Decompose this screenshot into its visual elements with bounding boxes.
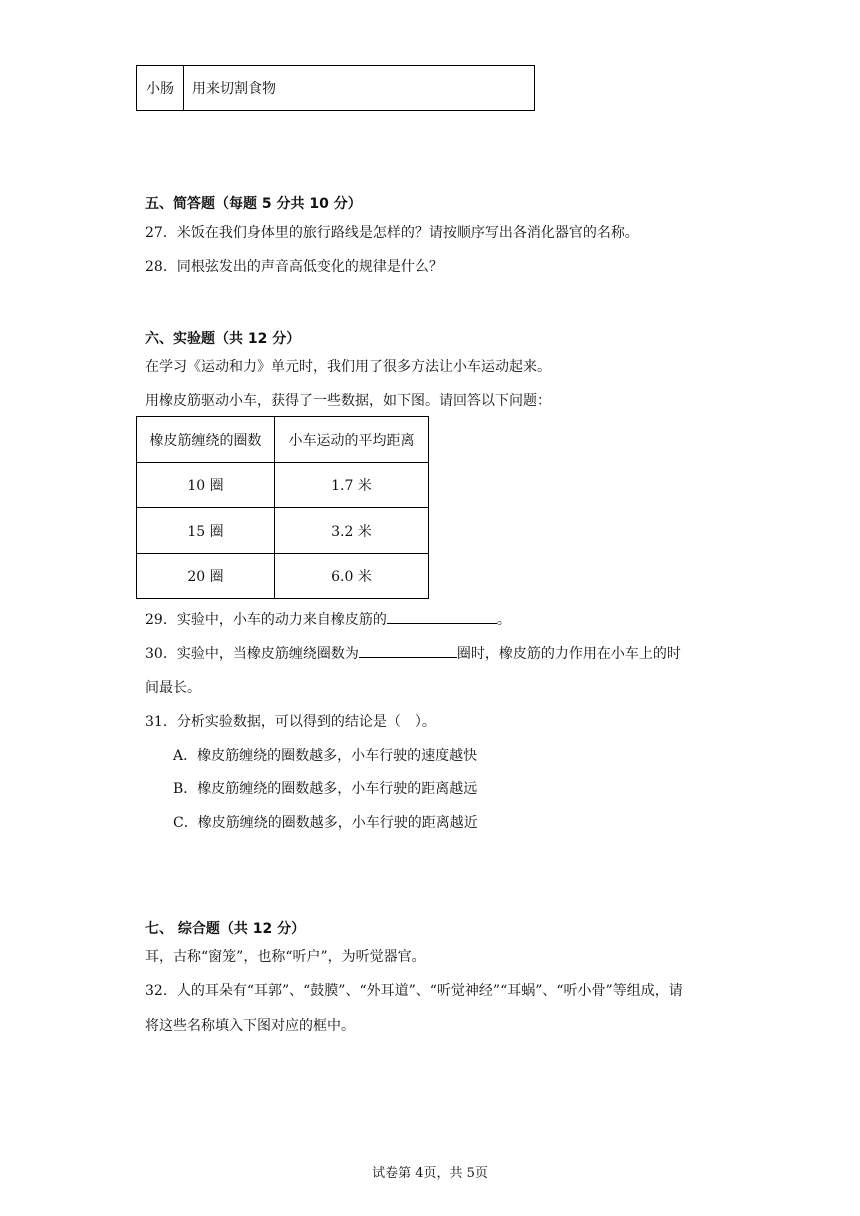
table-cell: 小肠	[137, 66, 184, 111]
question-30	[145, 643, 681, 663]
question-32-line1: 32．人的耳朵有“耳郭”、“鼓膜”、“外耳道”、“听觉神经”“耳蜗”、“听小骨”等组成，请	[145, 983, 683, 999]
table-row	[137, 66, 535, 111]
question-29-text: 29．实验中，小车的动力来自橡皮筋的	[145, 612, 387, 628]
table-cell: 1.7 米	[275, 463, 429, 508]
question-27: 27．米饭在我们身体里的旅行路线是怎样的？请按顺序写出各消化器官的名称。	[145, 225, 639, 241]
organ-function-table	[136, 65, 535, 111]
table-cell: 3.2 米	[275, 508, 429, 554]
question-30-text-after: 圈时，橡皮筋的力作用在小车上的时	[456, 646, 681, 662]
option-a[interactable]: A．橡皮筋缠绕的圈数越多，小车行驶的速度越快	[173, 748, 478, 764]
question-30-line2: 间最长。	[145, 680, 201, 696]
table-header-cell: 小车运动的平均距离	[275, 417, 429, 463]
table-cell: 10 圈	[137, 463, 275, 508]
option-c[interactable]: C．橡皮筋缠绕的圈数越多，小车行驶的距离越近	[173, 815, 478, 831]
question-31: 31．分析实验数据，可以得到的结论是（ ）。	[145, 714, 436, 730]
table-row	[137, 463, 429, 508]
question-29	[145, 609, 511, 629]
table-header-row	[137, 417, 429, 463]
question-28: 28．同根弦发出的声音高低变化的规律是什么？	[145, 259, 443, 275]
page-footer: 试卷第 4页，共 5页	[372, 1166, 488, 1181]
question-29-end: 。	[496, 612, 511, 628]
table-header-cell: 橡皮筋缠绕的圈数	[137, 417, 275, 463]
answer-blank-30[interactable]	[359, 643, 457, 658]
section7-heading: 七、 综合题（共 12 分）	[145, 921, 306, 937]
question-30-text: 30．实验中，当橡皮筋缠绕圈数为	[145, 646, 359, 662]
answer-blank-29[interactable]	[387, 609, 497, 624]
table-row	[137, 554, 429, 599]
section6-intro-2: 用橡皮筋驱动小车，获得了一些数据，如下图。请回答以下问题：	[145, 393, 551, 409]
table-cell: 用来切割食物	[184, 66, 535, 111]
table-cell: 15 圈	[137, 508, 275, 554]
table-cell: 6.0 米	[275, 554, 429, 599]
section6-intro-1: 在学习《运动和力》单元时，我们用了很多方法让小车运动起来。	[145, 359, 551, 375]
section6-heading: 六、实验题（共 12 分）	[145, 331, 301, 347]
question-32-line2: 将这些名称填入下图对应的框中。	[145, 1018, 355, 1034]
section5-heading: 五、简答题（每题 5 分共 10 分）	[145, 196, 362, 212]
section7-intro: 耳，古称“窗笼”，也称“听户”，为听觉器官。	[145, 949, 426, 965]
table-row	[137, 508, 429, 554]
experiment-table	[136, 416, 429, 599]
table-cell: 20 圈	[137, 554, 275, 599]
option-b[interactable]: B．橡皮筋缠绕的圈数越多，小车行驶的距离越远	[173, 781, 478, 797]
